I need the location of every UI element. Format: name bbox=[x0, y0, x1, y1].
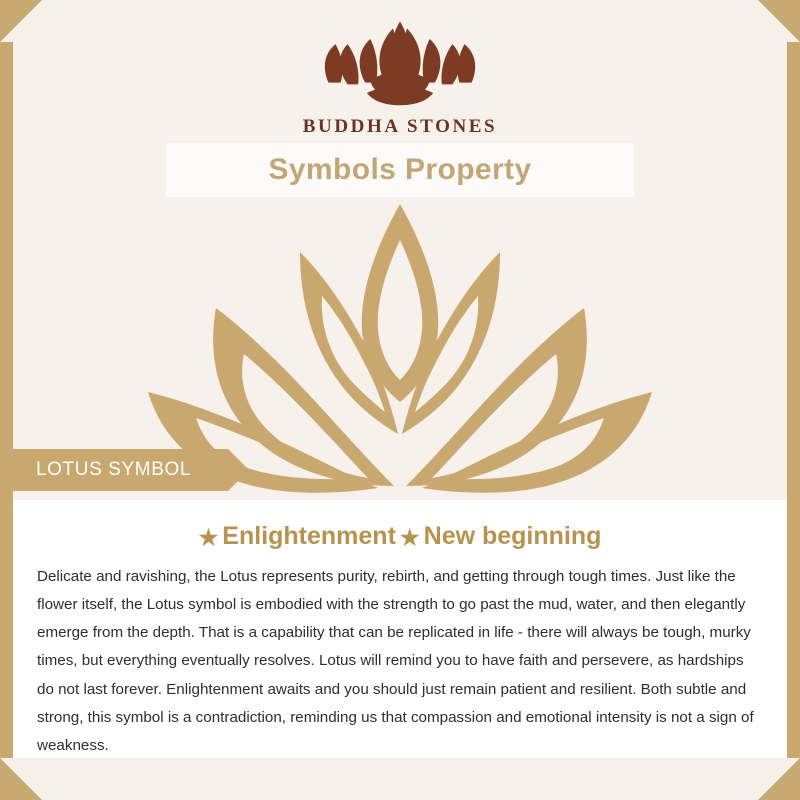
ribbon-label: LOTUS SYMBOL bbox=[36, 459, 192, 480]
star-icon-left: ★ bbox=[198, 524, 219, 550]
star-icon-right: ★ bbox=[399, 524, 420, 550]
brand-name: BUDDHA STONES bbox=[302, 116, 498, 137]
brand-header bbox=[0, 18, 800, 138]
corner-decoration-bottom-left bbox=[0, 758, 42, 800]
description-panel bbox=[13, 500, 787, 758]
headline-keyword-two: New beginning bbox=[423, 522, 602, 550]
description-text: Delicate and ravishing, the Lotus represents purity, rebirth, and getting through tough times. Just like the flower itself, the Lotus symbol is embodied with the strength to go past the mud, water, and then elegantly emerge from the depth. That is a capability that can be replicated in life - there will always be tough, murky times, but everything eventually resolves. Lotus will remind you to have faith and persevere, as hardships do not last forever. Enlightenment awaits and you should just remain patient and resilient. Both subtle and strong, this symbol is a contradiction, reminding us that compassion and emotional intensity is not a sign of weakness. bbox=[37, 568, 754, 754]
headline-keyword-one: Enlightenment bbox=[222, 522, 396, 550]
lotus-meditating-figure-icon bbox=[300, 18, 500, 114]
corner-decoration-bottom-right bbox=[758, 758, 800, 800]
lotus-symbol-ribbon bbox=[13, 449, 228, 491]
title-band bbox=[166, 143, 634, 197]
page-title: Symbols Property bbox=[268, 153, 532, 186]
headline bbox=[13, 522, 787, 551]
